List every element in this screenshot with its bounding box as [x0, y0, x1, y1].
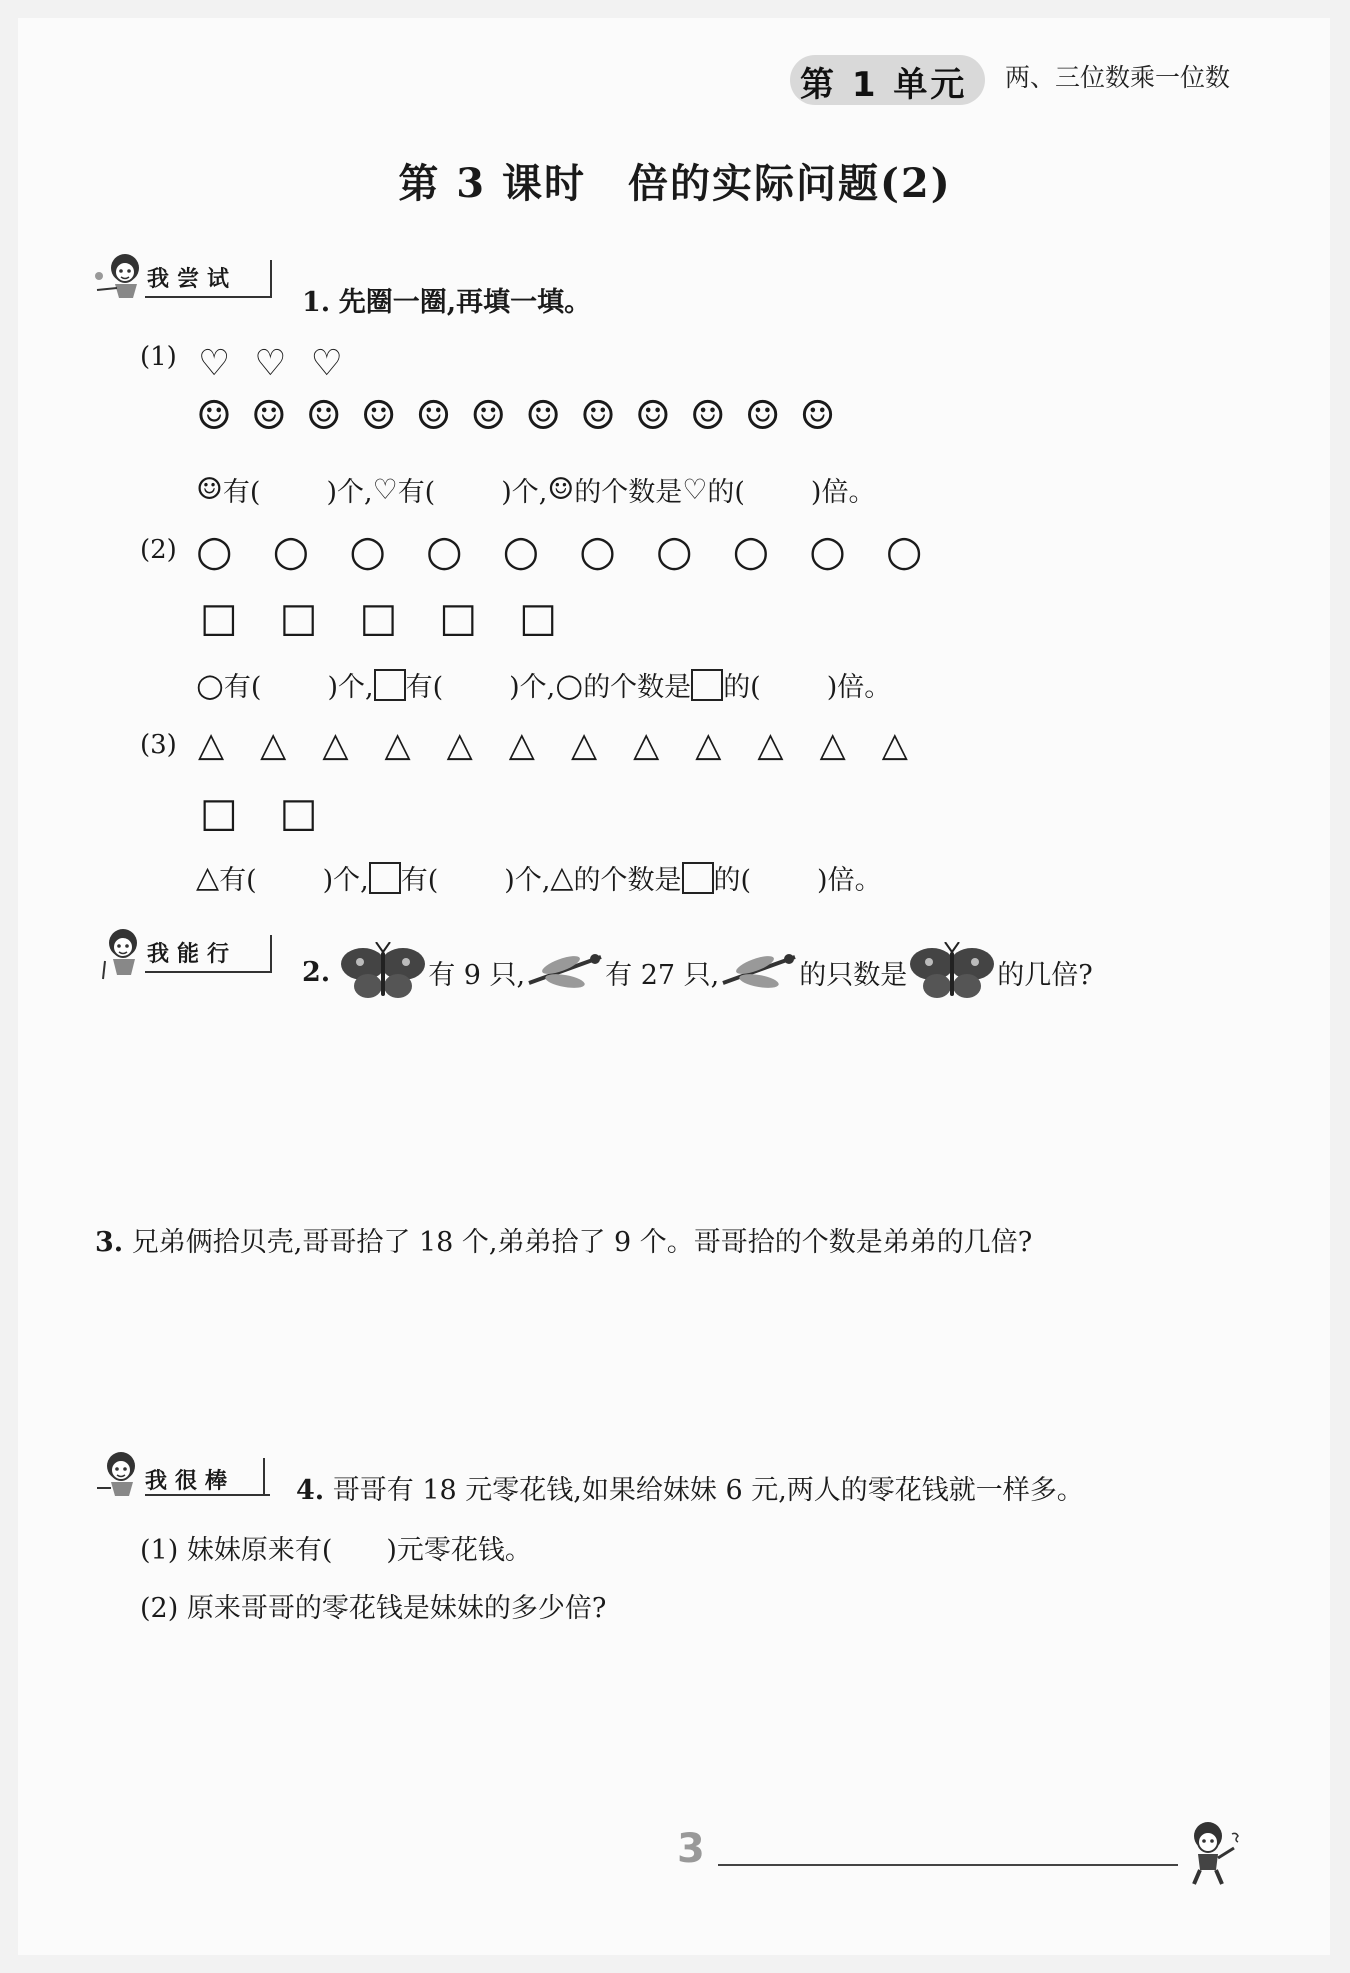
- circle-icon: ○: [196, 526, 233, 575]
- smiley-icon: ☺: [305, 393, 342, 439]
- fill-text: 有(: [400, 865, 439, 896]
- smiley-icon: ☺: [196, 471, 223, 507]
- heart-icon: ♡: [372, 472, 398, 506]
- section-label-try: 我尝试: [147, 267, 238, 292]
- section-label-can: 我能行: [147, 942, 238, 967]
- fill-text: 的个数是: [583, 672, 692, 703]
- part-3-label: (3): [140, 730, 177, 760]
- boy-mascot-icon: [1178, 1818, 1246, 1890]
- question-4-text: 哥哥有 18 元零花钱,如果给妹妹 6 元,两人的零花钱就一样多。: [332, 1475, 1084, 1506]
- fill-text: )倍。: [826, 672, 892, 703]
- square-icon: □: [200, 790, 238, 836]
- triangle-icon: △: [322, 725, 349, 765]
- circle-icon: ○: [732, 526, 770, 575]
- triangle-icon: △: [633, 725, 660, 765]
- part-1-fill-sentence: [196, 470, 875, 509]
- fill-text: )个,: [327, 672, 374, 703]
- triangle-icon: △: [570, 725, 598, 765]
- question-4-part-2: (2) 原来哥哥的零花钱是妹妹的多少倍?: [140, 1593, 607, 1624]
- heart-icon: ♡: [682, 472, 708, 506]
- fill-text: )倍。: [817, 865, 882, 896]
- fill-text: 有(: [223, 672, 262, 703]
- square-icon: □: [200, 595, 238, 641]
- smiley-icon: ☺: [744, 393, 781, 439]
- girl-mascot-icon: [95, 1448, 145, 1506]
- smiley-icon: ☺: [689, 393, 726, 439]
- badge-underline: [145, 1494, 270, 1496]
- section-label-great: 我很棒: [145, 1469, 236, 1494]
- triangle-icon: △: [196, 859, 220, 895]
- fill-text: )个,: [509, 672, 556, 703]
- part-1-label: (1): [140, 342, 177, 372]
- question-2-text: 有 27 只,: [605, 959, 720, 991]
- square-icon: [369, 862, 401, 894]
- fill-text: 的(: [707, 477, 745, 508]
- hearts-row: [198, 343, 343, 384]
- fill-text: 有(: [219, 865, 257, 896]
- fill-text: 的(: [713, 865, 752, 896]
- footer-rule: [718, 1864, 1178, 1866]
- square-icon: □: [439, 595, 478, 641]
- fill-text: 的个数是: [573, 865, 682, 896]
- triangle-icon: △: [550, 859, 574, 895]
- question-4-number: 4.: [296, 1475, 325, 1506]
- smiley-icon: ☺: [547, 471, 575, 507]
- question-3-text: 兄弟俩拾贝壳,哥哥拾了 18 个,弟弟拾了 9 个。哥哥拾的个数是弟弟的几倍?: [131, 1227, 1033, 1258]
- triangle-icon: △: [446, 725, 473, 765]
- square-icon: □: [279, 790, 318, 836]
- girl-mascot-icon: [95, 925, 145, 983]
- girl-mascot-icon: [95, 250, 145, 308]
- squares-row: [200, 790, 318, 836]
- triangles-row: [198, 725, 908, 765]
- question-2-number: 2.: [302, 956, 331, 988]
- question-2: [302, 942, 1093, 1002]
- unit-badge: [790, 55, 985, 105]
- circle-icon: ○: [502, 526, 540, 575]
- smiley-icon: ☺: [196, 393, 232, 439]
- triangle-icon: △: [198, 725, 225, 765]
- lesson-title: 第 3 课时 倍的实际问题(2): [398, 160, 952, 207]
- square-icon: [682, 862, 714, 894]
- fill-text: )个,: [326, 477, 373, 508]
- question-1-number: 1.: [302, 287, 331, 318]
- question-1-text: 先圈一圈,再填一填。: [338, 287, 592, 318]
- fill-text: 有(: [405, 672, 444, 703]
- fill-text: )个,: [322, 865, 369, 896]
- circle-icon: ○: [579, 526, 616, 575]
- question-3-number: 3.: [95, 1227, 124, 1258]
- unit-subtitle: 两、三位数乘一位数: [1005, 63, 1231, 92]
- badge-divider: [263, 1458, 265, 1496]
- square-icon: □: [359, 595, 398, 641]
- dragonfly-icon: [719, 947, 799, 997]
- fill-text: )个,: [504, 865, 551, 896]
- badge-underline: [145, 296, 270, 298]
- smiley-icon: ☺: [799, 393, 836, 439]
- smiley-icon: ☺: [415, 393, 452, 439]
- circle-icon: ○: [272, 526, 310, 575]
- section-badge-great: [95, 1448, 285, 1498]
- squares-row: [200, 595, 557, 641]
- smiley-icon: ☺: [250, 393, 287, 439]
- smiley-icon: ☺: [580, 393, 616, 439]
- section-badge-can: [95, 925, 285, 975]
- badge-underline: [145, 971, 270, 973]
- fill-text: 有(: [222, 477, 261, 508]
- section-badge-try: [95, 250, 285, 300]
- part-3-fill-sentence: [196, 858, 882, 897]
- fill-text: 的(: [723, 672, 761, 703]
- heart-icon: ♡: [198, 343, 231, 384]
- triangle-icon: △: [260, 725, 287, 765]
- triangle-icon: △: [695, 725, 722, 765]
- circle-icon: ○: [425, 526, 463, 575]
- butterfly-icon: [907, 942, 997, 1002]
- fill-text: )个,: [501, 477, 548, 508]
- dragonfly-icon: [525, 947, 605, 997]
- question-4: [296, 1468, 1084, 1507]
- square-icon: □: [519, 595, 557, 641]
- question-2-text: 的几倍?: [997, 959, 1093, 991]
- circle-icon: ○: [655, 526, 693, 575]
- badge-divider: [270, 935, 272, 973]
- triangle-icon: △: [384, 725, 411, 765]
- question-1: [302, 280, 591, 319]
- square-icon: [691, 669, 723, 701]
- question-4-part-1: (1) 妹妹原来有( )元零花钱。: [140, 1535, 532, 1566]
- question-2-text: 的只数是: [799, 959, 908, 991]
- smiley-icon: ☺: [634, 393, 671, 439]
- circle-icon: ○: [349, 526, 386, 575]
- butterfly-icon: [338, 942, 428, 1002]
- fill-text: 有(: [397, 477, 436, 508]
- circles-row: [196, 526, 923, 575]
- smiley-icon: ☺: [360, 393, 397, 439]
- question-2-text: 有 9 只,: [428, 959, 526, 991]
- smiley-icon: ☺: [525, 393, 562, 439]
- circle-icon: ○: [885, 526, 923, 575]
- page-number: 3: [677, 1826, 705, 1872]
- unit-label: 第 1 单元: [800, 65, 968, 105]
- heart-icon: ♡: [254, 343, 287, 384]
- badge-divider: [270, 260, 272, 298]
- part-2-fill-sentence: [196, 665, 891, 704]
- square-icon: □: [279, 595, 318, 641]
- question-3: [95, 1220, 1032, 1259]
- part-2-label: (2): [140, 535, 177, 565]
- circle-icon: ○: [555, 665, 584, 704]
- circle-icon: ○: [196, 665, 224, 704]
- triangle-icon: △: [508, 725, 535, 765]
- smiley-icon: ☺: [470, 393, 507, 439]
- circle-icon: ○: [809, 526, 846, 575]
- fill-text: 的个数是: [574, 477, 683, 508]
- triangle-icon: △: [881, 725, 908, 765]
- heart-icon: ♡: [310, 343, 343, 384]
- fill-text: )倍。: [810, 477, 876, 508]
- triangle-icon: △: [819, 725, 846, 765]
- smileys-row: [196, 393, 836, 439]
- square-icon: [374, 669, 406, 701]
- triangle-icon: △: [757, 725, 784, 765]
